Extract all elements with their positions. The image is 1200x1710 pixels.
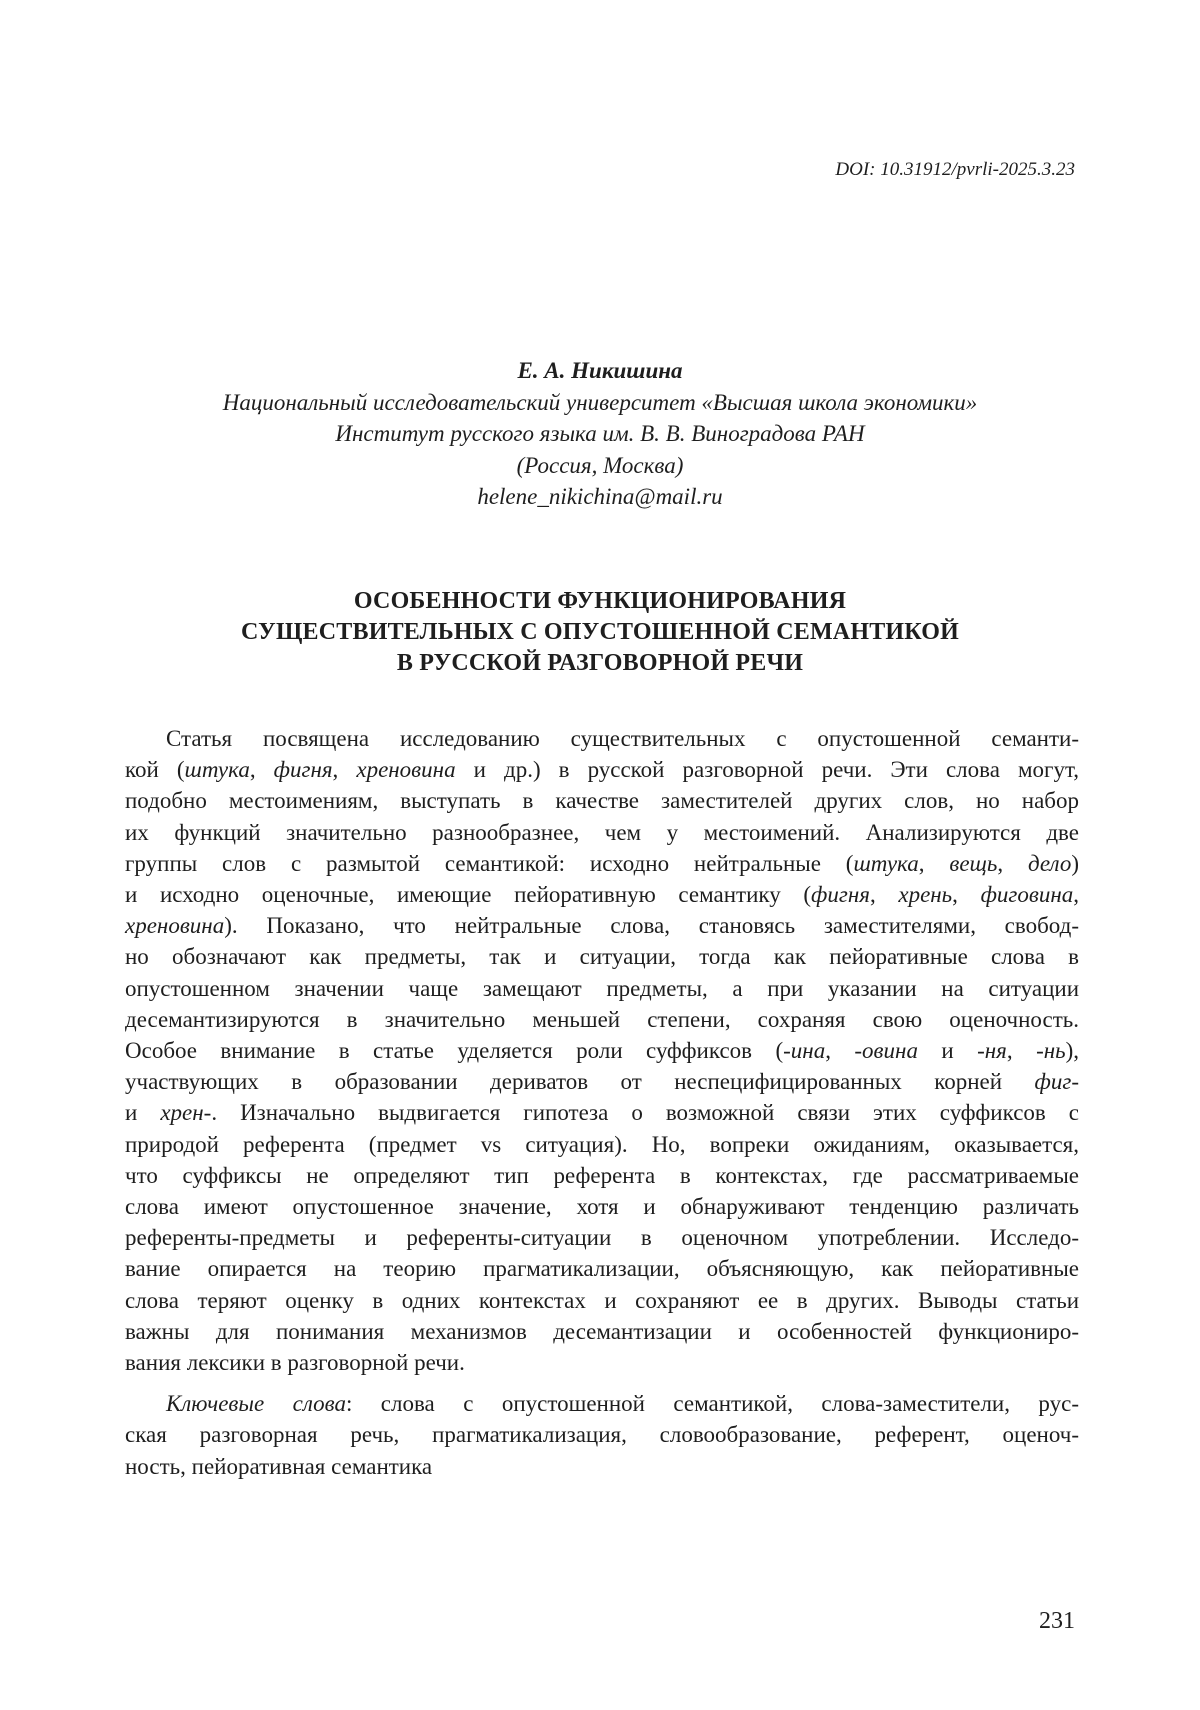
abstract-line: вания лексики в разговорной речи. — [125, 1350, 465, 1376]
abstract-line: вание опирается на теорию прагматикализации, объясняющую, как пейоративные — [125, 1256, 1079, 1282]
abstract — [125, 723, 1079, 1482]
abstract-line: кой (штука, фигня, хреновина и др.) в русской разговорной речи. Эти слова могут, — [125, 757, 1080, 783]
title-line-2: СУЩЕСТВИТЕЛЬНЫХ С ОПУСТОШЕННОЙ СЕМАНТИКОЙ — [240, 619, 960, 645]
abstract-line: природой референта (предмет vs ситуация). Но, вопреки ожиданиям, оказывается, — [125, 1131, 1079, 1157]
abstract-line: опустошенном значении чаще замещают предметы, а при указании на ситуации — [125, 975, 1079, 1001]
abstract-line: слова имеют опустошенное значение, хотя и обнаруживают тенденцию различать — [125, 1194, 1079, 1220]
abstract-line: участвующих в образовании дериватов от неспецифицированных корней фиг- — [125, 1069, 1079, 1095]
abstract-line: группы слов с размытой семантикой: исходно нейтральные (штука, вещь, дело) — [125, 850, 1080, 876]
abstract-line: и исходно оценочные, имеющие пейоративную семантику (фигня, хрень, фиговина, — [125, 882, 1080, 908]
article-title — [0, 586, 1200, 679]
abstract-line: но обозначают как предметы, так и ситуации, тогда как пейоративные слова в — [125, 944, 1079, 970]
abstract-line: и хрен-. Изначально выдвигается гипотеза о возможной связи этих суффиксов с — [125, 1100, 1079, 1126]
author-email: helene_nikichina@mail.ru — [477, 484, 723, 509]
page-number: 231 — [1039, 1608, 1075, 1634]
abstract-line: что суффиксы не определяют тип референта в контекстах, где рассматриваемые — [125, 1162, 1079, 1188]
keywords — [125, 1388, 1079, 1482]
abstract-line: референты-предметы и референты-ситуации в оценочном употреблении. Исследо- — [125, 1225, 1079, 1251]
abstract-line: слова теряют оценку в одних контекстах и сохраняют ее в других. Выводы статьи — [125, 1287, 1079, 1313]
keywords-label: Ключевые слова — [166, 1391, 346, 1417]
keywords-line: ность, пейоративная семантика — [125, 1453, 433, 1479]
abstract-line: подобно местоимениям, выступать в качестве заместителей других слов, но набор — [125, 788, 1079, 814]
abstract-line: важны для понимания механизмов десемантизации и особенностей функциониро- — [125, 1318, 1079, 1344]
author-location: (Россия, Москва) — [516, 452, 684, 478]
abstract-line: десемантизируются в значительно меньшей степени, сохраняя свою оценочность. — [125, 1006, 1079, 1032]
abstract-line: их функций значительно разнообразнее, чем у местоимений. Анализируются две — [125, 819, 1079, 845]
abstract-line: хреновина). Показано, что нейтральные слова, становясь заместителями, свобод- — [125, 913, 1079, 939]
title-line-1: ОСОБЕННОСТИ ФУНКЦИОНИРОВАНИЯ — [353, 588, 847, 614]
author-block — [0, 355, 1200, 513]
doi-label: DOI: 10.31912/pvrli-2025.3.23 — [835, 159, 1075, 180]
affiliation-hse: Национальный исследовательский университет «Высшая школа экономики» — [222, 389, 978, 415]
abstract-line: Статья посвящена исследованию существительных с опустошенной семанти- — [166, 726, 1079, 751]
author-name: Е. А. Никишина — [517, 358, 683, 383]
keywords-line: ская разговорная речь, прагматикализация, словообразование, референт, оценоч- — [125, 1422, 1079, 1448]
affiliation-ras: Институт русского языка им. В. В. Виноградова РАН — [335, 421, 865, 446]
title-line-3: В РУССКОЙ РАЗГОВОРНОЙ РЕЧИ — [396, 650, 804, 676]
keywords-line: Ключевые слова: слова с опустошенной семантикой, слова-заместители, рус- — [166, 1391, 1079, 1417]
abstract-line: Особое внимание в статье уделяется роли суффиксов (-ина, -овина и -ня, -нь), — [125, 1038, 1080, 1064]
